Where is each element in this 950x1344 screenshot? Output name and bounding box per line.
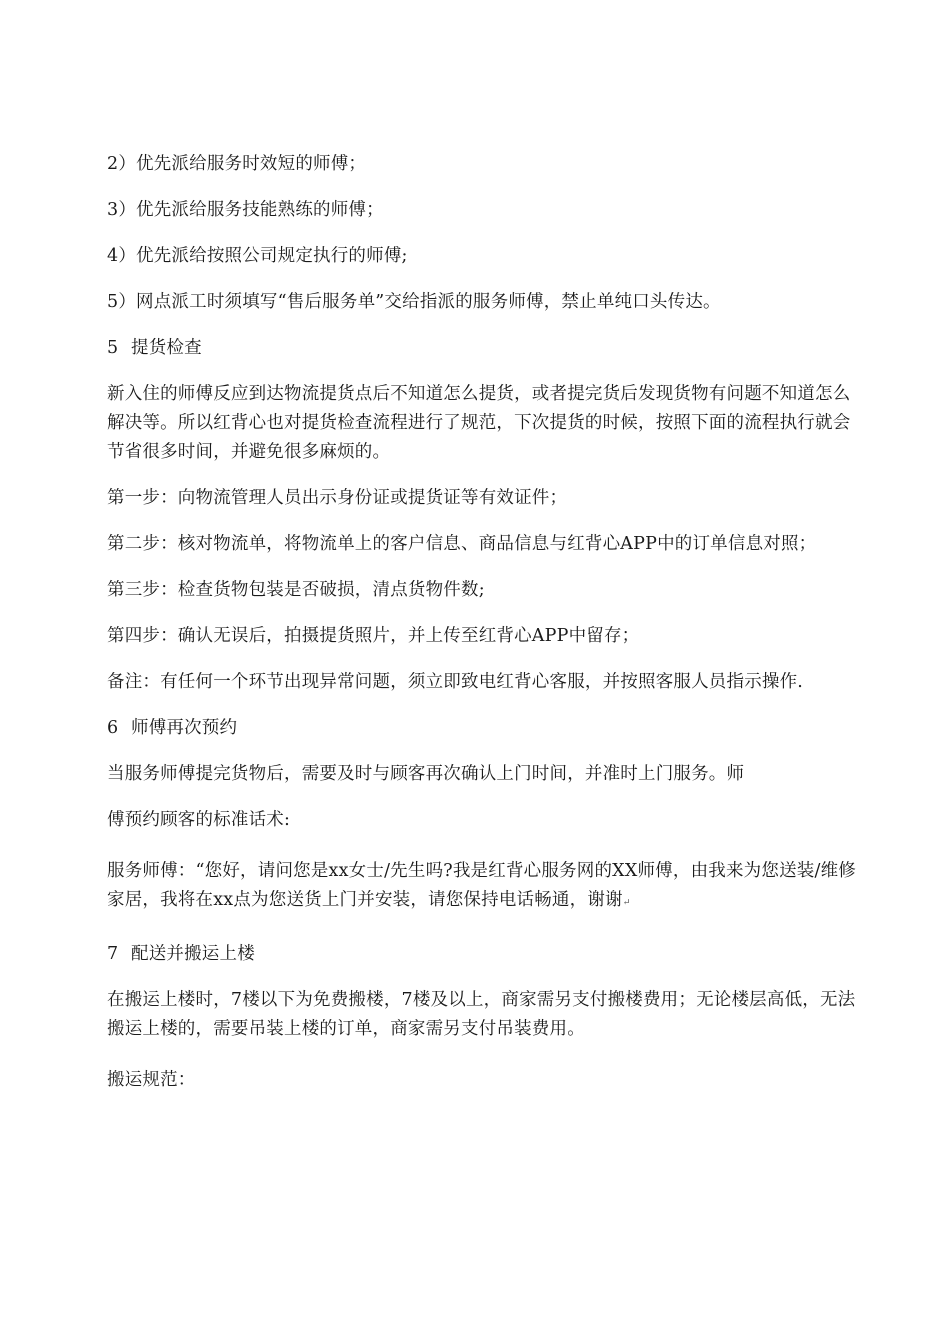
section-heading [107,940,857,969]
paragraph: 当服务师傅提完货物后，需要及时与顾客再次确认上门时间，并准时上门服务。师 [107,764,745,784]
note-paragraph: 备注：有任何一个环节出现异常问题，须立即致电红背心客服，并按照客服人员指示操作. [107,672,804,692]
section-title: 师傅再次预约 [131,718,238,738]
script-text: 服务师傅：“您好，请问您是xx女士/先生吗?我是红背心服务网的XX师傅，由我来为您送装/维修家居，我将在xx点为您送货上门并安装，请您保持电话畅通，谢谢 [107,861,856,910]
section-number: 6 [107,718,119,738]
section-heading [107,334,857,363]
section-title: 配送并搬运上楼 [131,944,255,964]
list-item: 4）优先派给按照公司规定执行的师傅; [107,246,408,266]
list-item: 2）优先派给服务时效短的师傅； [107,154,367,174]
step-item: 第二步：核对物流单，将物流单上的客户信息、商品信息与红背心APP中的订单信息对照； [107,534,817,554]
script-paragraph [107,857,857,918]
section-number: 7 [107,944,119,964]
document-page [107,150,857,1095]
paragraph-mark-icon: ↵ [622,898,631,908]
paragraph: 傅预约顾客的标准话术: [107,810,291,830]
list-item: 5）网点派工时须填写“售后服务单”交给指派的服务师傅，禁止单纯口头传达。 [107,292,721,312]
step-item: 第四步：确认无误后，拍摄提货照片，并上传至红背心APP中留存； [107,626,640,646]
subheading: 搬运规范： [107,1070,196,1090]
list-item: 3）优先派给服务技能熟练的师傅； [107,200,384,220]
paragraph: 在搬运上楼时，7楼以下为免费搬楼，7楼及以上，商家需另支付搬楼费用；无论楼层高低，无法搬运上楼的，需要吊装上楼的订单，商家需另支付吊装费用。 [107,990,856,1039]
section-number: 5 [107,338,119,358]
section-heading [107,714,857,743]
section-title: 提货检查 [131,338,202,358]
paragraph: 新入住的师傅反应到达物流提货点后不知道怎么提货，或者提完货后发现货物有问题不知道怎么解决等。所以红背心也对提货检查流程进行了规范，下次提货的时候，按照下面的流程执行就会节省很多时间，并避免很多麻烦的。 [107,384,851,462]
step-item: 第三步：检查货物包装是否破损，清点货物件数; [107,580,485,600]
step-item: 第一步：向物流管理人员出示身份证或提货证等有效证件； [107,488,568,508]
